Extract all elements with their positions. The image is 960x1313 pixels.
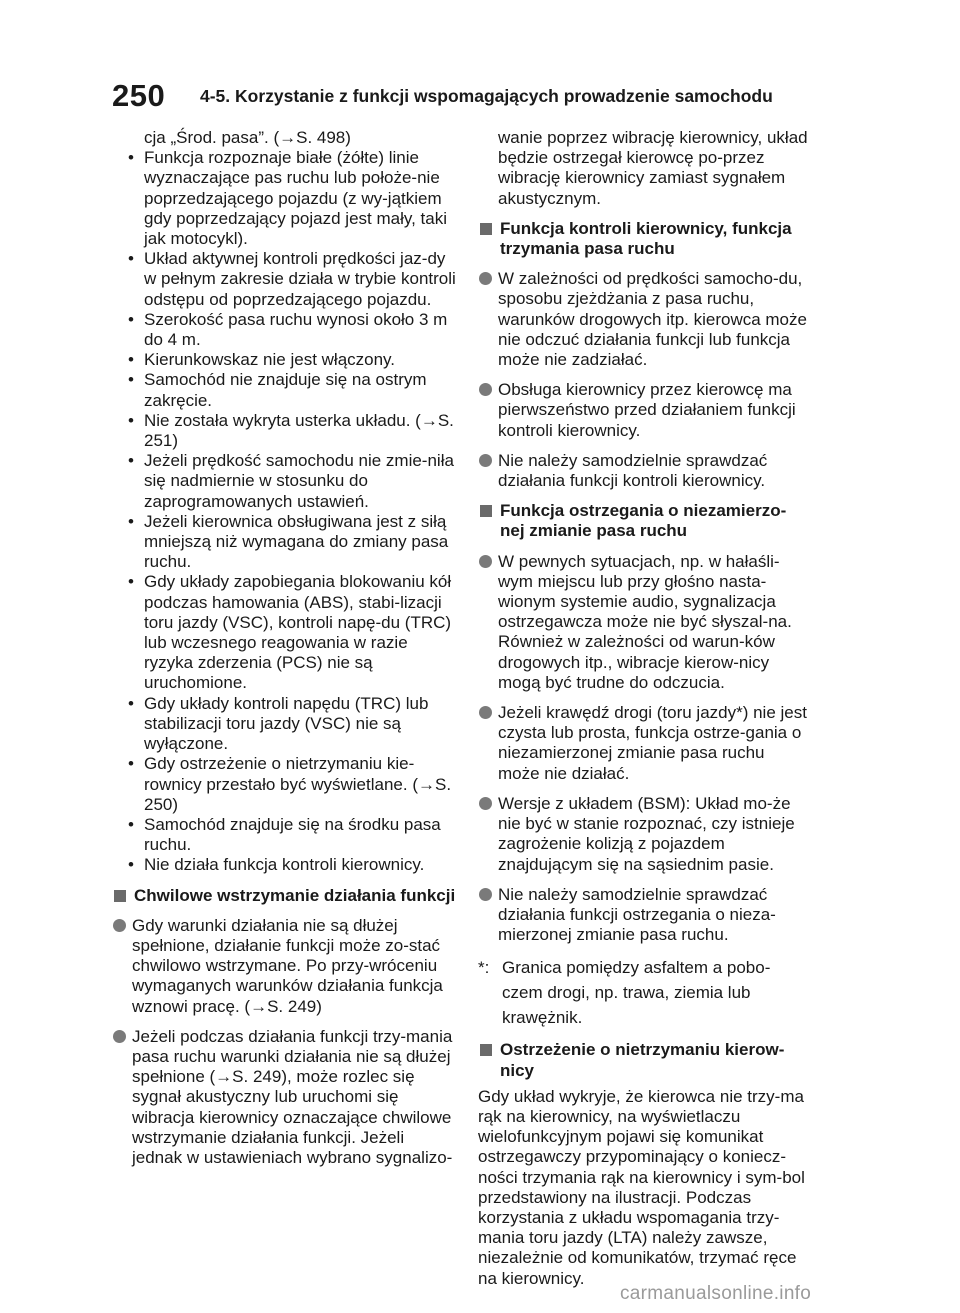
list-item-text: Jeżeli kierownica obsługiwana jest z siłą mniejszą niż wymagana do zmiany pasa ruchu. [144,511,449,572]
note-item [478,451,808,491]
note-item [478,703,808,784]
note-item [478,380,808,441]
circle-bullet-icon [479,454,492,467]
note-text: Obsługa kierownicy przez kierowcę ma pierwszeństwo przed działaniem funkcji kontroli kierownicy. [498,380,796,440]
note-text: Gdy warunki działania nie są dłużej spełnione, działanie funkcji może zo-stać chwilowo wstrzymane. Po przy-wróceniu wymaganych warunków działania funkcja wznowi pracę. (→S. 249) [132,915,443,1016]
list-item [112,350,458,370]
bullet-dot-icon: • [128,249,134,269]
suspension-notes [112,916,458,1168]
note-text: W pewnych sytuacjach, np. w hałaśli-wym miejscu lub przy głośno nasta-wionym systemie audio, sygnalizacja ostrzegawcza może nie być słyszal-na. Również w zależności od warun-ków drogowych itp., wibracje kierow-nicy mogą być trudne do odczucia. [498,551,792,692]
note-text: Jeżeli podczas działania funkcji trzy-mania pasa ruchu warunki działania nie są dłużej spełnione (→S. 249), może rozlec się sygnał akustyczny lub uruchomi się wibracja kierownicy oznaczające chwilowe wstrzymanie działania funkcji. Jeżeli jednak w ustawieniach wybrano sygnalizo- [132,1026,453,1167]
note-text: Jeżeli krawędź drogi (toru jazdy*) nie jest czysta lub prosta, funkcja ostrze-gania o niezamierzonej zmianie pasa ruchu może nie działać. [498,703,807,783]
list-item-text: Szerokość pasa ruchu wynosi około 3 m do 4 m. [144,309,448,350]
bullet-dot-icon: • [128,814,134,834]
heading-text: Funkcja ostrzegania o niezamierzo-nej zmianie pasa ruchu [500,501,787,541]
list-item-text: Jeżeli prędkość samochodu nie zmie-niła się nadmiernie w stosunku do zaprogramowanych ustawień. [144,451,454,511]
list-item [112,310,458,350]
steering-control-notes [478,269,808,491]
intro-text: cja „Środ. pasa”. (→S. 498) [144,128,351,147]
hands-off-paragraph: Gdy układ wykryje, że kierowca nie trzy-ma rąk na kierownicy, na wyświetlaczu wielofunkcyjnym pojawi się komunikat ostrzegawczy przypominający o koniecz-ności trzymania rąk na kierownicy i sym-bol przedstawiony na ilustracji. Podczas korzystania z układu wspomagania trzy-mania toru jazdy (LTA) należy zawsze, niezależnie od komunikatów, trzymać ręce na kierownicy. [478,1086,805,1288]
continued-text: wanie poprzez wibrację kierownicy, układ będzie ostrzegał kierowcę po-przez wibrację kierownicy zamiast sygnałem akustycznym. [498,128,808,208]
watermark: carmanualsonline.info [620,1283,812,1304]
bullet-dot-icon: • [128,693,134,713]
list-item [112,148,458,249]
note-item [112,916,458,1017]
list-item-text: Kierunkowskaz nie jest włączony. [144,350,396,370]
circle-bullet-icon [479,555,492,568]
list-item [112,370,458,410]
section-title: 4-5. Korzystanie z funkcji wspomagających prowadzenie samochodu [200,85,773,106]
footnote [478,955,808,1030]
note-item [478,552,808,693]
list-item [112,694,458,755]
circle-bullet-icon [113,1030,126,1043]
note-text: Nie należy samodzielnie sprawdzać działania funkcji ostrzegania o nieza-mierzonej zmianie pasa ruchu. [498,884,776,945]
list-item-text: Gdy układy kontroli napędu (TRC) lub stabilizacji toru jazdy (VSC) nie są wyłączone. [144,693,429,754]
list-item-text: Nie działa funkcja kontroli kierownicy. [144,855,425,875]
lane-departure-notes [478,552,808,946]
heading-temporary-suspension [112,886,458,906]
bullet-dot-icon: • [128,572,134,592]
circle-bullet-icon [479,888,492,901]
circle-bullet-icon [479,383,492,396]
list-item [112,572,458,693]
square-bullet-icon [480,505,492,517]
bullet-dot-icon: • [128,511,134,531]
bullet-dot-icon: • [128,410,134,430]
list-item-text: Samochód znajduje się na środku pasa ruchu. [144,814,441,855]
bullet-dot-icon: • [128,370,134,390]
note-text: W zależności od prędkości samocho-du, sposobu zjeżdżania z pasa ruchu, warunków drogowych itp. kierowca może nie odczuć działania funkcji lub funkcja może nie zadziałać. [498,269,807,370]
circle-bullet-icon [479,272,492,285]
list-item-text: Funkcja rozpoznaje białe (żółte) linie wyznaczające pas ruchu lub położe-nie poprzedzającego pojazdu (z wy-jątkiem gdy poprzedzający pojazd jest mały, taki jak motocykl). [144,148,448,249]
circle-bullet-icon [479,706,492,719]
circle-bullet-icon [479,797,492,810]
bullet-dot-icon: • [128,855,134,875]
note-item [478,885,808,946]
list-item-text: Nie została wykryta usterka układu. (→S. 251) [144,410,454,451]
list-item-text: Układ aktywnej kontroli prędkości jaz-dy w pełnym zakresie działa w trybie kontroli odstępu od poprzedzającego pojazdu. [144,249,456,309]
page-header [112,76,812,116]
heading-text: Funkcja kontroli kierownicy, funkcja trzymania pasa ruchu [500,218,792,259]
list-item-text: Gdy ostrzeżenie o nietrzymaniu kie-rownicy przestało być wyświetlane. (→S. 250) [144,754,452,814]
bullet-dot-icon: • [128,309,134,329]
note-item [112,1027,458,1168]
page-number: 250 [112,78,166,113]
list-item-text: Gdy układy zapobiegania blokowaniu kół podczas hamowania (ABS), stabi-lizacji toru jazdy (VSC), kontroli napę-du (TRC) lub wczesnego reagowania w razie ryzyka zderzenia (PCS) nie są uruchomione. [144,572,452,693]
heading-text: Ostrzeżenie o nietrzymaniu kierow-nicy [500,1040,785,1080]
list-item [112,754,458,815]
list-item [112,451,458,512]
bullet-dot-icon: • [128,451,134,471]
note-item [478,269,808,370]
heading-steering-control [478,219,808,259]
square-bullet-icon [480,223,492,235]
circle-bullet-icon [113,919,126,932]
heading-hands-off-warning [478,1040,808,1080]
list-item [112,411,458,451]
bullet-dot-icon: • [128,148,134,168]
square-bullet-icon [114,890,126,902]
square-bullet-icon [480,1044,492,1056]
right-column [478,128,808,1289]
footnote-mark: *: [478,958,490,978]
heading-lane-departure-warning [478,501,808,541]
list-item [112,249,458,310]
condition-list [112,148,458,875]
list-item [112,512,458,573]
list-item-text: Samochód nie znajduje się na ostrym zakręcie. [144,370,427,410]
note-item [478,794,808,875]
bullet-dot-icon: • [128,754,134,774]
list-item [112,855,458,875]
list-item [112,815,458,855]
note-text: Nie należy samodzielnie sprawdzać działania funkcji kontroli kierownicy. [498,450,768,491]
note-text: Wersje z układem (BSM): Układ mo-że nie być w stanie rozpoznać, czy istnieje zagrożenie kolizją z pojazdem znajdującym się na sąsiednim pasie. [498,793,795,874]
left-column [112,128,458,1178]
heading-text: Chwilowe wstrzymanie działania funkcji [134,885,456,905]
footnote-text: Granica pomiędzy asfaltem a pobo-czem drogi, np. trawa, ziemia lub krawężnik. [502,958,771,1028]
bullet-dot-icon: • [128,350,134,370]
